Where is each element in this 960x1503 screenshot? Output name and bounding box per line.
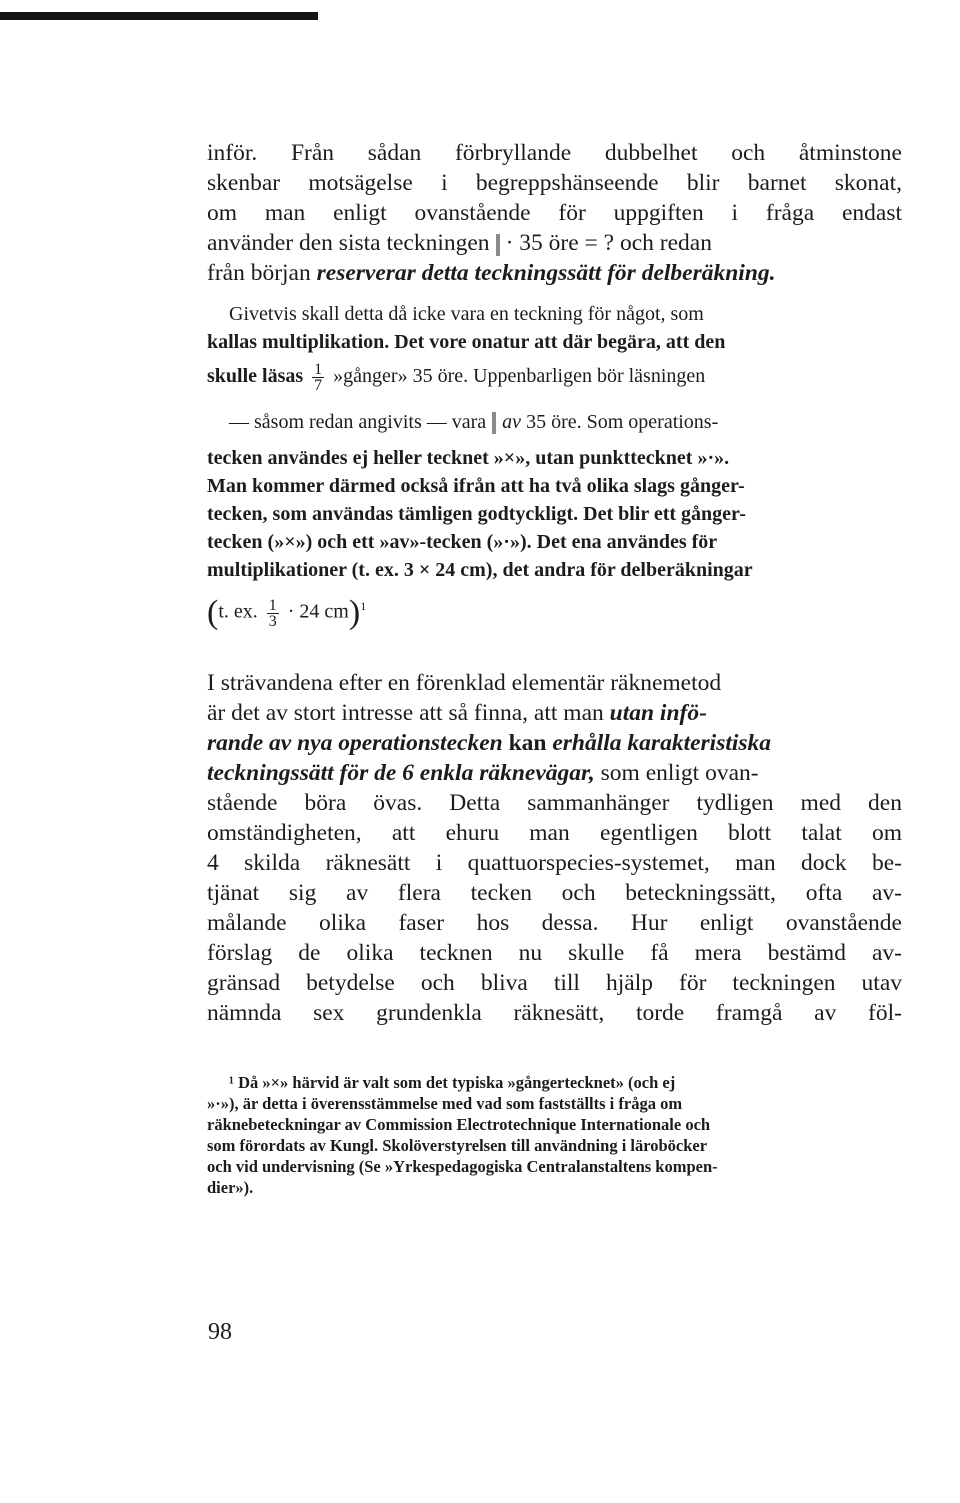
- footnote-line: som förordats av Kungl. Skolöverstyrelsen till användning i läroböcker: [207, 1136, 708, 1155]
- text-line: inför. Från sådan förbryllande dubbelhet och åtminstone: [207, 140, 902, 166]
- text-line: skulle läsas $\frac{1}{7}$ »gånger» 35 öre. Uppenbarligen bör läsningen: [207, 360, 706, 394]
- smudged-fraction-mark: [496, 234, 500, 256]
- text-line: multiplikationer (t. ex. 3 × 24 cm), det andra för delberäkningar: [207, 559, 753, 581]
- text-line: målande olika faser hos dessa. Hur enligt ovanstående: [207, 910, 902, 936]
- footnote-line: »·»), är detta i överensstämmelse med vad som fastställts i fråga om: [207, 1094, 683, 1113]
- paragraph-1: [207, 138, 902, 288]
- text-line: omständigheten, att ehuru man egentligen blott talat om: [207, 820, 902, 846]
- text-line: nämnda sex grundenkla räknesätt, torde framgå av föl-: [207, 1000, 902, 1026]
- page-body: [207, 138, 902, 1198]
- text-line: rande av nya operationstecken kan erhålla karakteristiska: [207, 730, 772, 756]
- text-line: skenbar motsägelse i begreppshänseende blir barnet skonat,: [207, 170, 902, 196]
- footnote-marker: 1: [360, 599, 367, 613]
- text-line: Man kommer därmed också ifrån att ha två olika slags gånger-: [207, 475, 745, 497]
- text-line: tecken (»×») och ett »av»-tecken (»·»). Det ena användes för: [207, 531, 718, 553]
- footnote-line: räknebeteckningar av Commission Electrotechnique Internationale och: [207, 1115, 711, 1134]
- text-line: stående böra övas. Detta sammanhänger tydligen med den: [207, 790, 902, 816]
- text-line: Givetvis skall detta då icke vara en teckning för något, som: [229, 303, 704, 325]
- text-line: 4 skilda räknesätt i quattuorspecies-systemet, man dock be-: [207, 850, 902, 876]
- paragraph-2: [207, 300, 902, 632]
- paragraph-3: [207, 668, 902, 1028]
- footnote-line: och vid undervisning (Se »Yrkespedagogiska Centralanstaltens kompen-: [207, 1157, 718, 1176]
- page-number: 98: [208, 1319, 232, 1345]
- text-line: använder den sista teckningen · 35 öre = ? och redan: [207, 230, 712, 256]
- smudged-fraction-mark: [492, 412, 496, 434]
- text-line: tecken användes ej heller tecknet »×», utan punkttecknet »·».: [207, 447, 730, 469]
- text-line: tjänat sig av flera tecken och beteckningssätt, ofta av-: [207, 880, 902, 906]
- footnote-line: dier»).: [207, 1178, 254, 1197]
- fraction-one-seventh: $\frac{1}{7}$: [314, 360, 323, 394]
- footnote-line: ¹ Då »×» härvid är valt som det typiska »gångertecknet» (och ej: [229, 1073, 676, 1092]
- text-line: — såsom redan angivits — vara av 35 öre. Som operations-: [229, 411, 719, 433]
- text-line: om man enligt ovanstående för uppgiften i fråga endast: [207, 200, 902, 226]
- text-line: I strävandena efter en förenklad elementär räknemetod: [207, 670, 722, 696]
- fraction-one-third: $\frac{1}{3}$: [268, 596, 277, 630]
- text-line: förslag de olika tecknen nu skulle få mera bestämd av-: [207, 940, 902, 966]
- top-rule: [0, 12, 318, 20]
- text-line: (t. ex. $\frac{1}{3}$ · 24 cm)$^1$: [207, 594, 367, 632]
- text-line: gränsad betydelse och bliva till hjälp för teckningen utav: [207, 970, 902, 996]
- text-line: teckningssätt för de 6 enkla räknevägar, som enligt ovan-: [207, 760, 759, 786]
- text-line: är det av stort intresse att så finna, att man utan infö-: [207, 700, 707, 726]
- text-line: kallas multiplikation. Det vore onatur att där begära, att den: [207, 331, 726, 353]
- footnote: [207, 1072, 902, 1198]
- text-line: från början reserverar detta teckningssätt för delberäkning.: [207, 260, 776, 286]
- text-line: tecken, som användas tämligen godtyckligt. Det blir ett gånger-: [207, 503, 746, 525]
